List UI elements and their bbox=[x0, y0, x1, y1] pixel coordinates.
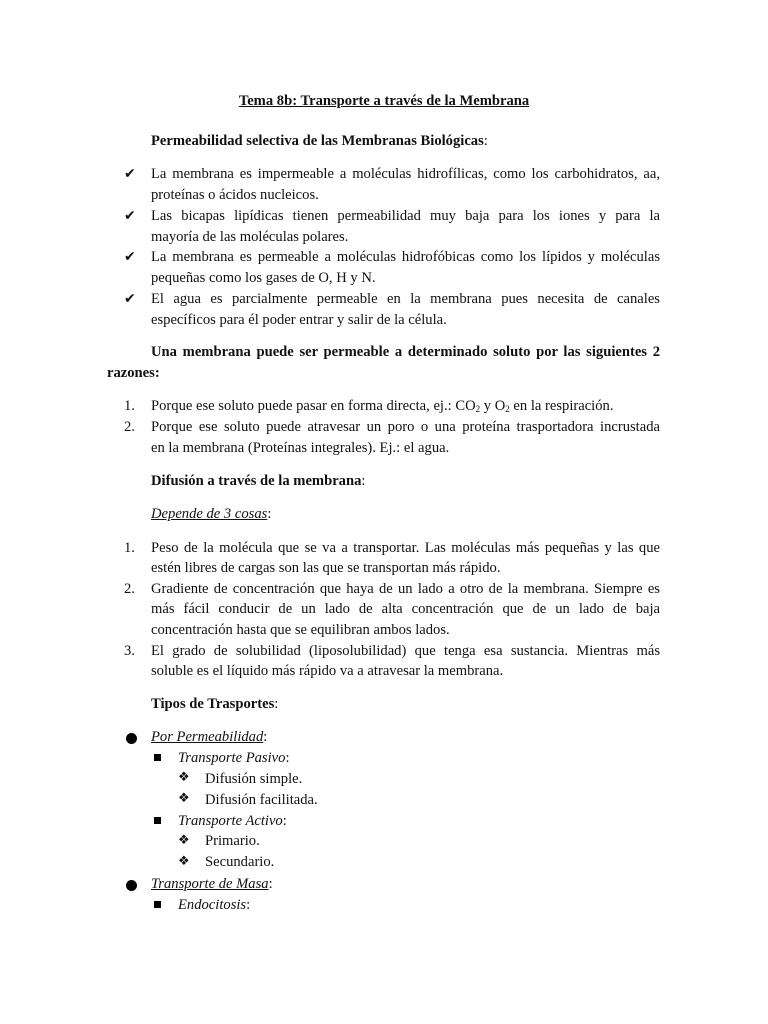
difusion-item-1-line-2: estén libres de cargas son las que se transportan más rápido. bbox=[151, 560, 501, 576]
bullet-square-icon bbox=[154, 754, 161, 761]
secundario: Secundario. bbox=[205, 854, 275, 870]
check-icon: ✔ bbox=[124, 249, 136, 265]
page-title: Tema 8b: Transporte a través de la Membrana bbox=[238, 93, 530, 109]
difusion-heading: Difusión a través de la membrana: bbox=[151, 473, 366, 489]
razones-item-1: Porque ese soluto puede pasar en forma directa, ej.: $CO_2$ y $O_2$ en la respiración. bbox=[151, 398, 614, 414]
transporte-de-masa: Transporte de Masa: bbox=[151, 876, 273, 892]
permeabilidad-item-4-line-1: El agua es parcialmente permeable en la membrana pues necesita de canales bbox=[151, 291, 660, 307]
razones-heading-line-1: Una membrana puede ser permeable a determinado soluto por las siguientes 2 bbox=[151, 344, 660, 360]
permeabilidad-item-3-line-1: La membrana es permeable a moléculas hidrofóbicas como los lípidos y moléculas bbox=[151, 249, 660, 265]
bullet-square-icon bbox=[154, 817, 161, 824]
diamond-bullet-icon: ❖ bbox=[178, 854, 190, 869]
primario: Primario. bbox=[205, 833, 260, 849]
diamond-bullet-icon: ❖ bbox=[178, 833, 190, 848]
difusion-item-2-line-3: concentración hasta que se equilibran ambos lados. bbox=[151, 622, 450, 638]
tipos-heading: Tipos de Trasportes: bbox=[151, 696, 279, 712]
list-number: 2. bbox=[124, 419, 135, 435]
transporte-pasivo: Transporte Pasivo: bbox=[178, 750, 290, 766]
difusion-subheading: Depende de 3 cosas: bbox=[151, 506, 272, 522]
difusion-item-3-line-1: El grado de solubilidad (liposolubilidad) que tenga esa sustancia. Mientras más bbox=[151, 643, 660, 659]
por-permeabilidad: Por Permeabilidad: bbox=[151, 729, 268, 745]
check-icon: ✔ bbox=[124, 291, 136, 307]
difusion-item-1-line-1: Peso de la molécula que se va a transportar. Las moléculas más pequeñas y las que bbox=[151, 540, 660, 556]
bullet-dot-icon bbox=[126, 733, 137, 744]
bullet-dot-icon bbox=[126, 880, 137, 891]
razones-item-2-line-1: Porque ese soluto puede atravesar un poro o una proteína trasportadora incrustada bbox=[151, 419, 660, 435]
permeabilidad-item-4-line-2: específicos para él poder entrar y salir de la célula. bbox=[151, 312, 447, 328]
razones-heading-line-2: razones: bbox=[107, 365, 160, 381]
bullet-square-icon bbox=[154, 901, 161, 908]
list-number: 1. bbox=[124, 398, 135, 414]
list-number: 2. bbox=[124, 581, 135, 597]
permeabilidad-item-1-line-1: La membrana es impermeable a moléculas hidrofílicas, como los carbohidratos, aa, bbox=[151, 166, 660, 182]
list-number: 3. bbox=[124, 643, 135, 659]
endocitosis: Endocitosis: bbox=[178, 897, 251, 913]
permeabilidad-item-2-line-1: Las bicapas lipídicas tienen permeabilidad muy baja para los iones y para la bbox=[151, 208, 660, 224]
diamond-bullet-icon: ❖ bbox=[178, 770, 190, 785]
permeabilidad-item-2-line-2: mayoría de las moléculas polares. bbox=[151, 229, 349, 245]
permeabilidad-heading: Permeabilidad selectiva de las Membranas Biológicas: bbox=[151, 133, 488, 149]
razones-item-2-line-2: en la membrana (Proteínas integrales). Ej.: el agua. bbox=[151, 440, 450, 456]
permeabilidad-item-1-line-2: proteínas o ácidos nucleicos. bbox=[151, 187, 319, 203]
diamond-bullet-icon: ❖ bbox=[178, 791, 190, 806]
list-number: 1. bbox=[124, 540, 135, 556]
difusion-item-2-line-1: Gradiente de concentración que haya de un lado a otro de la membrana. Siempre es bbox=[151, 581, 660, 597]
check-icon: ✔ bbox=[124, 208, 136, 224]
difusion-simple: Difusión simple. bbox=[205, 771, 303, 787]
transporte-activo: Transporte Activo: bbox=[178, 813, 287, 829]
difusion-facilitada: Difusión facilitada. bbox=[205, 792, 318, 808]
difusion-item-3-line-2: soluble es el líquido más rápido va a atravesar la membrana. bbox=[151, 663, 504, 679]
permeabilidad-item-3-line-2: pequeñas como los gases de O, H y N. bbox=[151, 270, 376, 286]
difusion-item-2-line-2: más fácil conducir de un lado de alta concentración que de un lado de baja bbox=[151, 601, 660, 617]
check-icon: ✔ bbox=[124, 166, 136, 182]
